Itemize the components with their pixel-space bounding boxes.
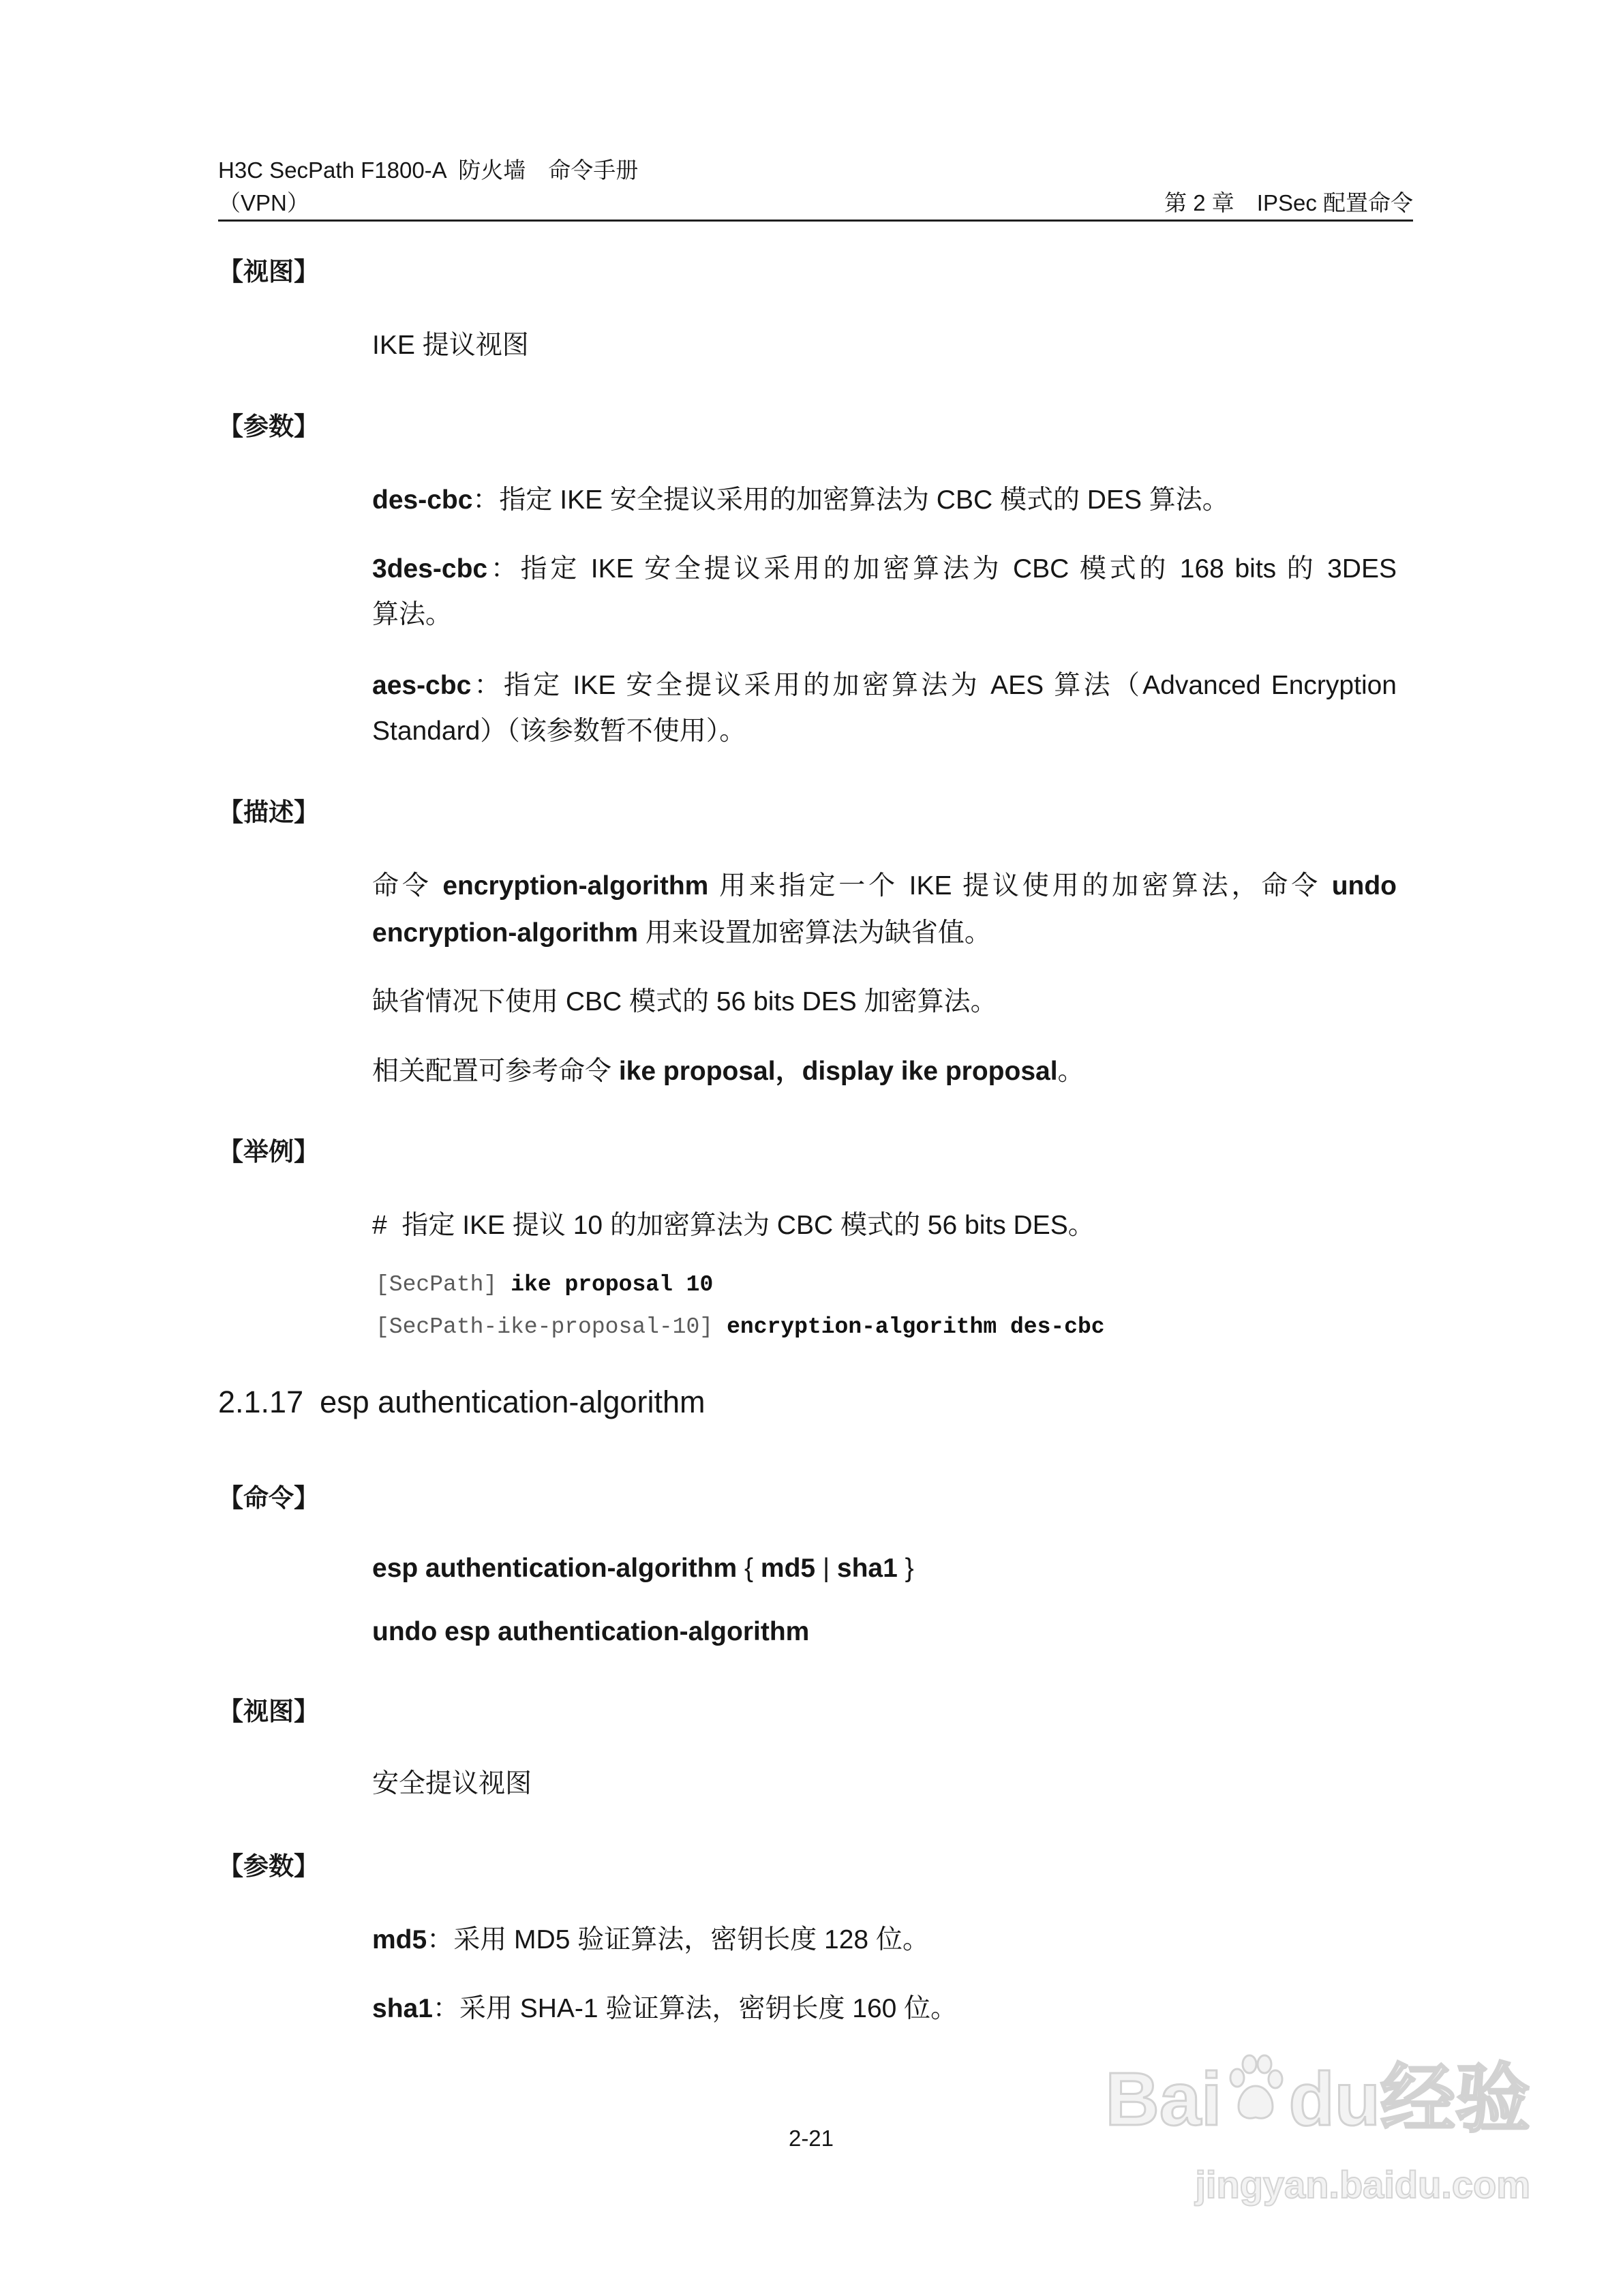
command-keyword: encryption-algorithm <box>372 918 639 948</box>
text-segment: 相关配置可参考命令 <box>372 1057 619 1086</box>
param-desc: ：指定 IKE 安全提议采用的加密算法为 CBC 模式的 168 bits 的 3DES <box>487 554 1397 584</box>
view-text: 安全提议视图 <box>372 1769 532 1798</box>
text-segment: 用来设置加密算法为缺省值。 <box>638 918 991 948</box>
description-para1-line2 <box>372 917 991 950</box>
text-segment: 命令 <box>372 871 443 901</box>
command-option: md5 <box>760 1554 816 1583</box>
code-line <box>376 1314 1105 1341</box>
param-aes-cbc-line1 <box>372 669 1397 702</box>
param-md5 <box>372 1924 929 1957</box>
section-number: 2.1.17 <box>218 1385 304 1419</box>
command-keyword: ike proposal，display ike proposal <box>618 1057 1058 1086</box>
header-title: H3C SecPath F1800-A 防火墙 命令手册 <box>218 157 639 183</box>
example-heading: 【举例】 <box>218 1138 319 1166</box>
param-des-cbc <box>372 484 1229 517</box>
param-term: sha1 <box>372 1994 433 2023</box>
command-keyword: esp authentication-algorithm <box>372 1554 738 1583</box>
param-desc: ：采用 MD5 验证算法，密钥长度 128 位。 <box>427 1925 929 1954</box>
param-term: aes-cbc <box>372 671 472 700</box>
code-command: ike proposal 10 <box>511 1272 714 1297</box>
syntax-symbol: } <box>897 1554 914 1583</box>
watermark-text-du: du <box>1288 2057 1380 2141</box>
code-prompt: [SecPath-ike-proposal-10] <box>376 1314 714 1340</box>
command-option: sha1 <box>836 1554 898 1583</box>
param-aes-cbc-line2: Standard）（该参数暂不使用）。 <box>372 716 746 746</box>
param-sha1 <box>372 1993 957 2025</box>
param-term: 3des-cbc <box>372 554 488 584</box>
description-para1-line1 <box>372 870 1397 903</box>
baidu-jingyan-watermark <box>1105 2052 1530 2209</box>
description-heading: 【描述】 <box>218 798 319 826</box>
code-prompt: [SecPath] <box>376 1272 498 1297</box>
view-heading: 【视图】 <box>218 258 319 286</box>
view-heading: 【视图】 <box>218 1697 319 1725</box>
page-number: 2-21 <box>788 2126 834 2151</box>
command-syntax-line2: undo esp authentication-algorithm <box>372 1617 810 1646</box>
text-segment: 用来指定一个 IKE 提议使用的加密算法，命令 <box>708 871 1332 901</box>
section-name: esp authentication-algorithm <box>320 1385 706 1419</box>
param-desc: ：指定 IKE 安全提议采用的加密算法为 CBC 模式的 DES 算法。 <box>472 485 1229 515</box>
watermark-text-jingyan: 经验 <box>1380 2057 1530 2141</box>
watermark-url: jingyan.baidu.com <box>1195 2163 1530 2206</box>
params-heading: 【参数】 <box>218 1852 319 1880</box>
param-desc: ：采用 SHA-1 验证算法，密钥长度 160 位。 <box>432 1994 958 2023</box>
header-divider <box>218 220 1413 222</box>
param-desc: ：指定 IKE 安全提议采用的加密算法为 AES 算法（Advanced Encryption <box>471 671 1397 700</box>
description-para3 <box>372 1055 1084 1088</box>
header-chapter: 第 2 章 IPSec 配置命令 <box>1164 190 1413 215</box>
command-heading: 【命令】 <box>218 1484 319 1512</box>
syntax-symbol: | <box>815 1554 837 1583</box>
param-term: des-cbc <box>372 485 473 515</box>
param-3des-cbc-line2: 算法。 <box>372 600 453 629</box>
example-comment: # 指定 IKE 提议 10 的加密算法为 CBC 模式的 56 bits DES。 <box>372 1211 1095 1240</box>
params-heading: 【参数】 <box>218 412 319 440</box>
command-keyword: undo <box>1331 871 1397 901</box>
param-term: md5 <box>372 1925 427 1954</box>
header-subtitle: （VPN） <box>218 190 309 215</box>
view-text: IKE 提议视图 <box>372 331 529 360</box>
section-title <box>218 1384 705 1421</box>
text-segment: 。 <box>1057 1057 1084 1086</box>
paw-icon <box>1225 2052 1286 2127</box>
code-line <box>376 1271 713 1299</box>
syntax-symbol: { <box>737 1554 761 1583</box>
description-para2: 缺省情况下使用 CBC 模式的 56 bits DES 加密算法。 <box>372 987 997 1016</box>
command-syntax-line1 <box>372 1552 914 1585</box>
command-keyword: encryption-algorithm <box>442 871 709 901</box>
watermark-logo <box>1105 2052 1530 2147</box>
watermark-text-bai: Bai <box>1105 2057 1222 2141</box>
param-3des-cbc-line1 <box>372 553 1397 586</box>
code-command: encryption-algorithm des-cbc <box>727 1314 1105 1340</box>
